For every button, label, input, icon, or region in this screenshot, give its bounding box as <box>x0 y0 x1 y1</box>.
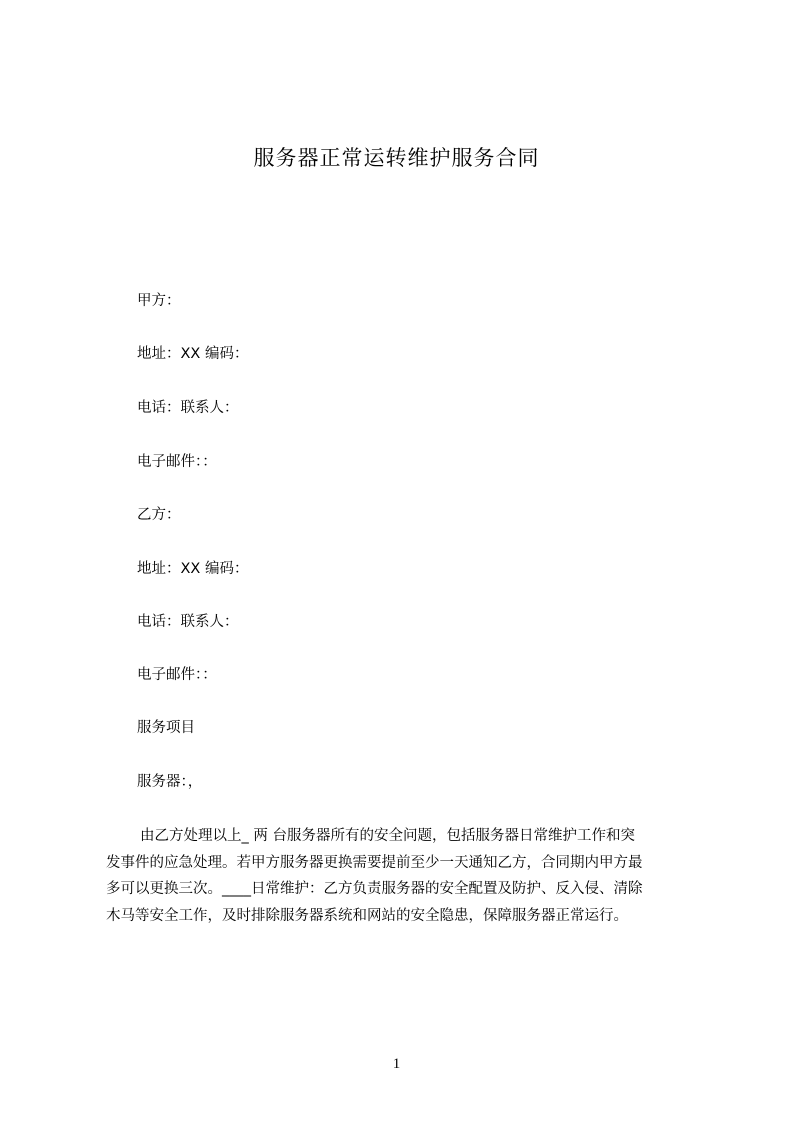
party-a-label: 甲方： <box>137 293 181 309</box>
party-b-address: 地址：XX 编码： <box>137 561 249 577</box>
page-number: 1 <box>392 1056 401 1072</box>
paragraph-line: 多可以更换三次。____日常维护：乙方负责服务器的安全配置及防护、反入侵、清除 <box>106 881 643 897</box>
party-b-email: 电子邮件：： <box>137 667 217 683</box>
paragraph-line: 由乙方处理以上_ 两 台服务器所有的安全问题，包括服务器日常维护工作和突 <box>140 828 635 844</box>
document-title: 服务器正常运转维护服务合同 <box>253 146 540 170</box>
services-heading: 服务项目 <box>137 720 195 736</box>
party-b-phone: 电话：联系人： <box>137 614 239 630</box>
party-a-phone: 电话：联系人： <box>137 400 239 416</box>
paragraph-line: 木马等安全工作，及时排除服务器系统和网站的安全隐患，保障服务器正常运行。 <box>106 907 628 924</box>
server-label: 服务器：， <box>137 774 203 790</box>
party-a-address: 地址：XX 编码： <box>137 346 249 362</box>
service-description-paragraph <box>106 823 696 929</box>
party-a-email: 电子邮件：： <box>137 454 217 470</box>
paragraph-line: 发事件的应急处理。若甲方服务器更换需要提前至少一天通知乙方，合同期内甲方最 <box>106 854 643 871</box>
party-b-label: 乙方： <box>137 507 181 523</box>
